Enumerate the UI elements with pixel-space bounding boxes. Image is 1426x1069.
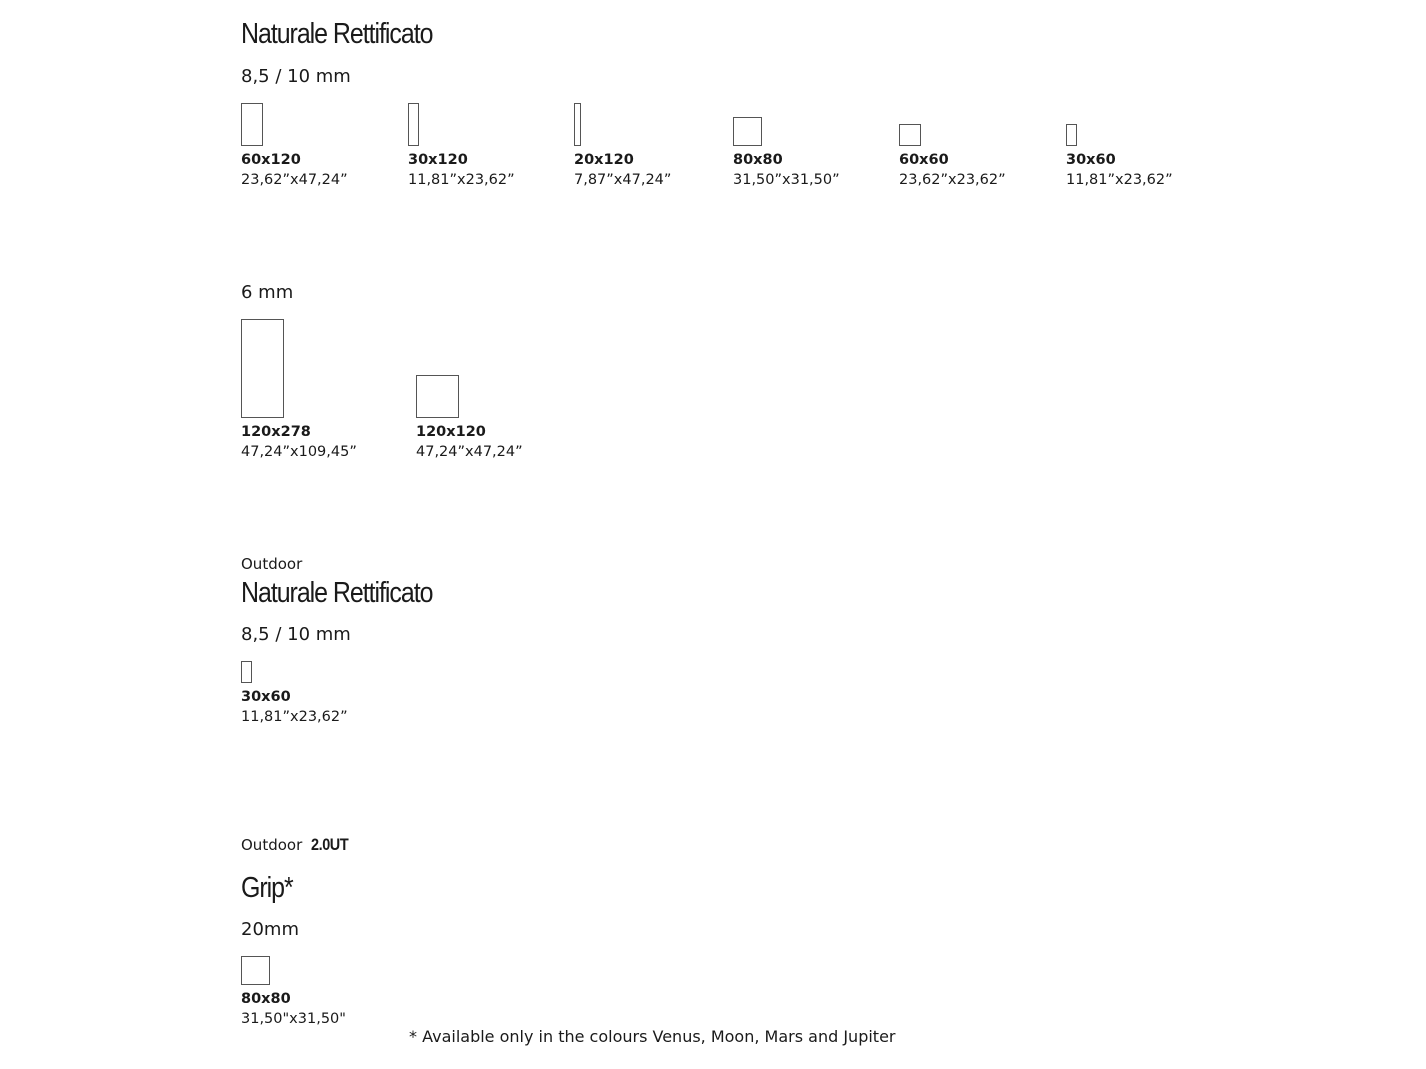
thickness-label: 8,5 / 10 mm xyxy=(241,66,351,87)
outdoor-label: Outdoor xyxy=(241,555,303,573)
format-cm-grip-80x80: 80x80 xyxy=(241,991,291,1007)
format-inch-30x60: 11,81”x23,62” xyxy=(1066,172,1173,188)
thickness-label-outdoor: 8,5 / 10 mm xyxy=(241,624,351,645)
tile-shape-80x80 xyxy=(733,117,762,146)
format-cm-80x80: 80x80 xyxy=(733,152,783,168)
outdoor-label-text: Outdoor xyxy=(241,836,303,854)
section-title-outdoor-naturale: Naturale Rettificato xyxy=(241,577,433,609)
format-cm-outdoor-30x60: 30x60 xyxy=(241,689,291,705)
format-inch-outdoor-30x60: 11,81”x23,62” xyxy=(241,709,348,725)
format-inch-60x60: 23,62”x23,62” xyxy=(899,172,1006,188)
format-inch-120x278: 47,24”x109,45” xyxy=(241,444,357,460)
thickness-label-20mm: 20mm xyxy=(241,919,299,940)
format-cm-120x120: 120x120 xyxy=(416,424,486,440)
format-cm-60x120: 60x120 xyxy=(241,152,301,168)
format-inch-30x120: 11,81”x23,62” xyxy=(408,172,515,188)
section-title-naturale-rettificato: Naturale Rettificato xyxy=(241,18,433,50)
format-cm-60x60: 60x60 xyxy=(899,152,949,168)
tile-shape-30x60 xyxy=(1066,124,1077,146)
format-cm-30x120: 30x120 xyxy=(408,152,468,168)
outdoor-2out-label xyxy=(241,835,355,855)
format-cm-120x278: 120x278 xyxy=(241,424,311,440)
thickness-label-6mm: 6 mm xyxy=(241,282,294,303)
format-inch-80x80: 31,50”x31,50” xyxy=(733,172,840,188)
tile-shape-60x60 xyxy=(899,124,921,146)
format-inch-120x120: 47,24”x47,24” xyxy=(416,444,523,460)
availability-note: * Available only in the colours Venus, Moon, Mars and Jupiter xyxy=(409,1027,896,1046)
format-cm-20x120: 20x120 xyxy=(574,152,634,168)
tile-shape-30x120 xyxy=(408,103,419,146)
tile-shape-120x278 xyxy=(241,319,284,418)
tile-shape-outdoor-30x60 xyxy=(241,661,252,683)
format-inch-60x120: 23,62”x47,24” xyxy=(241,172,348,188)
tile-shape-20x120 xyxy=(574,103,581,146)
section-title-grip: Grip* xyxy=(241,872,293,904)
tile-shape-120x120 xyxy=(416,375,459,418)
tile-shape-grip-80x80 xyxy=(241,956,270,985)
format-inch-20x120: 7,87”x47,24” xyxy=(574,172,672,188)
tile-shape-60x120 xyxy=(241,103,263,146)
2out-logo: 2.0UT xyxy=(311,835,349,854)
format-cm-30x60: 30x60 xyxy=(1066,152,1116,168)
format-inch-grip-80x80: 31,50"x31,50" xyxy=(241,1011,346,1027)
